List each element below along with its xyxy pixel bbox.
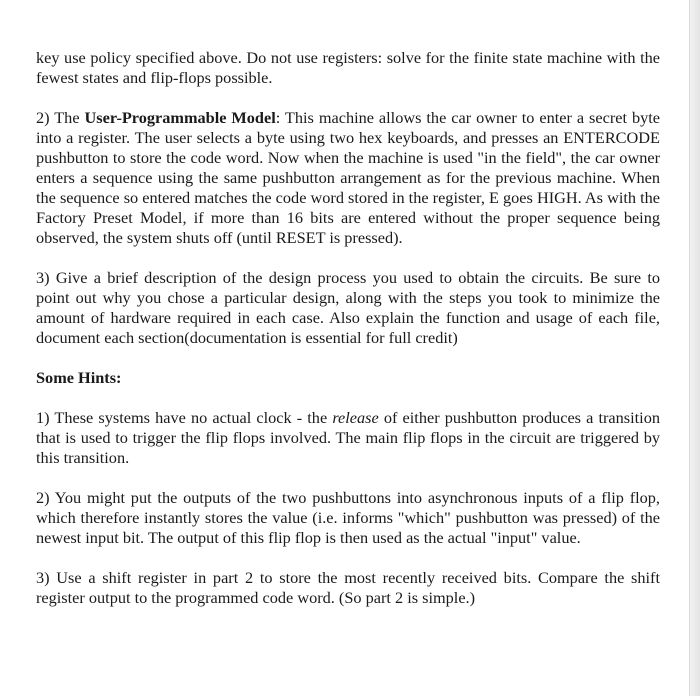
hint3-text: 3) Use a shift register in part 2 to store the most recently received bits. Compare the shift register output to the programmed code word. (So part 2 is simple.) [36, 568, 660, 607]
hint1-text: of either pushbutton produces a transition that is used to trigger the flip flops involved. The main flip flops in the circuit are triggered by this transition. [36, 408, 660, 467]
intro-text: key use policy specified above. Do not use registers: solve for the finite state machine with the fewest states and flip-flops possible. [36, 48, 660, 87]
design-description-paragraph [36, 268, 660, 348]
item2-bold-title: User-Programmable Model [84, 108, 276, 127]
item3-text: 3) Give a brief description of the design process you used to obtain the circuits. Be sure to point out why you chose a particular design, along with the steps you took to minimize the amount of hardware required in each case. Also explain the function and usage of each file, document each section(documentation is essential for full credit) [36, 268, 660, 347]
document-body [36, 48, 660, 628]
hints-heading [36, 368, 660, 388]
hint-1-paragraph [36, 408, 660, 468]
hint-2-paragraph [36, 488, 660, 548]
page-edge-scrollbar[interactable] [689, 0, 700, 696]
item2-text: : This machine allows the car owner to enter a secret byte into a register. The user selects a byte using two hex keyboards, and presses an ENTERCODE pushbutton to store the code word. Now when the machine is used "in the field", the car owner enters a sequence using the same pushbutton arrangement as for the previous machine. When the sequence so entered matches the code word stored in the register, E goes HIGH. As with the Factory Preset Model, if more than 16 bits are entered without the proper sequence being observed, the system shuts off (until RESET is pressed). [36, 108, 660, 247]
user-programmable-model-paragraph [36, 108, 660, 248]
item2-prefix: 2) The [36, 108, 85, 127]
hints-heading-text: Some Hints: [36, 368, 122, 387]
hint1-italic: release [332, 408, 379, 427]
hint1-prefix: 1) These systems have no actual clock - the [36, 408, 333, 427]
intro-paragraph [36, 48, 660, 88]
hint-3-paragraph [36, 568, 660, 608]
hint2-text: 2) You might put the outputs of the two pushbuttons into asynchronous inputs of a flip flop, which therefore instantly stores the value (i.e. informs "which" pushbutton was pressed) of the newest input bit. The output of this flip flop is then used as the actual "input" value. [36, 488, 660, 547]
